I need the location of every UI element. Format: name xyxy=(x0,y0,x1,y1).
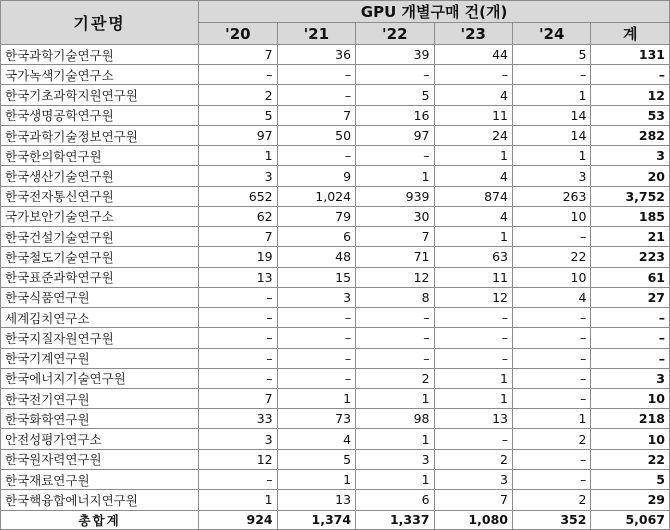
grand-total-cell: 1,374 xyxy=(277,510,355,530)
purchase-count-cell: 263 xyxy=(512,186,590,206)
purchase-count-cell: 652 xyxy=(199,186,277,206)
purchase-count-cell: 3 xyxy=(277,287,355,307)
purchase-count-cell: 1,024 xyxy=(277,186,355,206)
purchase-count-cell: – xyxy=(356,146,434,166)
purchase-count-cell: 73 xyxy=(277,409,355,429)
row-total-cell: 185 xyxy=(591,206,670,226)
purchase-count-cell: 1 xyxy=(356,429,434,449)
purchase-count-cell: 14 xyxy=(512,125,590,145)
table-row xyxy=(1,348,670,368)
purchase-count-cell: – xyxy=(434,348,512,368)
grand-total-cell: 1,337 xyxy=(356,510,434,530)
purchase-count-cell: – xyxy=(434,308,512,328)
row-total-cell: 131 xyxy=(591,45,670,65)
purchase-count-cell: 3 xyxy=(434,469,512,489)
institution-name: 한국에너지기술연구원 xyxy=(1,368,199,388)
purchase-count-cell: – xyxy=(199,348,277,368)
purchase-count-cell: 97 xyxy=(199,125,277,145)
institution-name: 한국전기연구원 xyxy=(1,388,199,408)
institution-name: 한국과학기술연구원 xyxy=(1,45,199,65)
purchase-count-cell: – xyxy=(277,368,355,388)
purchase-count-cell: 5 xyxy=(277,449,355,469)
institution-name: 한국재료연구원 xyxy=(1,469,199,489)
purchase-count-cell: – xyxy=(199,65,277,85)
purchase-count-cell: 1 xyxy=(277,469,355,489)
purchase-count-cell: 7 xyxy=(277,105,355,125)
purchase-count-cell: 3 xyxy=(199,429,277,449)
purchase-count-cell: – xyxy=(512,348,590,368)
purchase-count-cell: – xyxy=(512,469,590,489)
grand-total-cell: 352 xyxy=(512,510,590,530)
purchase-count-cell: 12 xyxy=(434,287,512,307)
table-row xyxy=(1,409,670,429)
purchase-count-cell: 2 xyxy=(434,449,512,469)
purchase-count-cell: 1 xyxy=(199,490,277,510)
purchase-count-cell: 7 xyxy=(199,388,277,408)
purchase-count-cell: 6 xyxy=(277,227,355,247)
purchase-count-cell: – xyxy=(199,287,277,307)
purchase-count-cell: 1 xyxy=(356,166,434,186)
table-row xyxy=(1,186,670,206)
institution-name: 세계김치연구소 xyxy=(1,308,199,328)
purchase-count-cell: 2 xyxy=(199,85,277,105)
purchase-count-cell: 7 xyxy=(356,227,434,247)
institution-name: 국가보안기술연구소 xyxy=(1,206,199,226)
purchase-count-cell: 2 xyxy=(512,490,590,510)
purchase-count-cell: – xyxy=(199,328,277,348)
table-row xyxy=(1,227,670,247)
purchase-count-cell: 6 xyxy=(356,490,434,510)
year-header: '22 xyxy=(356,23,434,45)
purchase-count-cell: 5 xyxy=(356,85,434,105)
purchase-count-cell: 1 xyxy=(356,388,434,408)
purchase-count-cell: 4 xyxy=(277,429,355,449)
table-body xyxy=(1,45,670,511)
row-total-cell: 10 xyxy=(591,388,670,408)
table-row xyxy=(1,388,670,408)
table-row xyxy=(1,206,670,226)
purchase-count-cell: 98 xyxy=(356,409,434,429)
purchase-count-cell: – xyxy=(512,388,590,408)
purchase-count-cell: 874 xyxy=(434,186,512,206)
row-total-cell: 20 xyxy=(591,166,670,186)
purchase-count-cell: – xyxy=(434,65,512,85)
purchase-count-cell: 9 xyxy=(277,166,355,186)
row-total-cell: 21 xyxy=(591,227,670,247)
year-header: '20 xyxy=(199,23,277,45)
purchase-count-cell: 1 xyxy=(434,146,512,166)
row-total-cell: 12 xyxy=(591,85,670,105)
purchase-count-cell: 30 xyxy=(356,206,434,226)
purchase-count-cell: 13 xyxy=(277,490,355,510)
purchase-count-cell: 1 xyxy=(434,227,512,247)
purchase-count-cell: – xyxy=(434,429,512,449)
institution-name: 한국표준과학연구원 xyxy=(1,267,199,287)
purchase-count-cell: 44 xyxy=(434,45,512,65)
purchase-count-cell: 13 xyxy=(434,409,512,429)
purchase-count-cell: 1 xyxy=(277,388,355,408)
purchase-count-cell: 36 xyxy=(277,45,355,65)
purchase-count-cell: – xyxy=(277,308,355,328)
institution-name: 한국기초과학지원연구원 xyxy=(1,85,199,105)
purchase-count-cell: 4 xyxy=(434,85,512,105)
table-row xyxy=(1,368,670,388)
purchase-count-cell: 24 xyxy=(434,125,512,145)
institution-name: 한국건설기술연구원 xyxy=(1,227,199,247)
row-total-cell: – xyxy=(591,65,670,85)
table-row xyxy=(1,287,670,307)
purchase-count-cell: 71 xyxy=(356,247,434,267)
purchase-count-cell: – xyxy=(199,368,277,388)
table-row xyxy=(1,267,670,287)
purchase-count-cell: – xyxy=(434,328,512,348)
purchase-count-cell: 1 xyxy=(434,388,512,408)
purchase-count-cell: 48 xyxy=(277,247,355,267)
purchase-count-cell: – xyxy=(277,146,355,166)
row-total-cell: 22 xyxy=(591,449,670,469)
purchase-count-cell: 10 xyxy=(512,267,590,287)
purchase-count-cell: 5 xyxy=(512,45,590,65)
purchase-count-cell: 3 xyxy=(199,166,277,186)
table-row xyxy=(1,328,670,348)
institution-name: 한국지질자원연구원 xyxy=(1,328,199,348)
purchase-count-cell: 1 xyxy=(512,85,590,105)
institution-name: 한국생명공학연구원 xyxy=(1,105,199,125)
gpu-purchase-group-header: GPU 개별구매 건(개) xyxy=(199,1,670,23)
purchase-count-cell: 1 xyxy=(434,368,512,388)
purchase-count-cell: 3 xyxy=(512,166,590,186)
table-row xyxy=(1,85,670,105)
institution-name: 한국전자통신연구원 xyxy=(1,186,199,206)
institution-name: 한국화학연구원 xyxy=(1,409,199,429)
row-total-cell: 3 xyxy=(591,146,670,166)
purchase-count-cell: 939 xyxy=(356,186,434,206)
purchase-count-cell: 11 xyxy=(434,267,512,287)
purchase-count-cell: – xyxy=(512,449,590,469)
grand-total-row xyxy=(1,510,670,530)
institution-name: 한국기계연구원 xyxy=(1,348,199,368)
purchase-count-cell: 12 xyxy=(199,449,277,469)
purchase-count-cell: 7 xyxy=(199,227,277,247)
purchase-count-cell: – xyxy=(277,328,355,348)
purchase-count-cell: 79 xyxy=(277,206,355,226)
table-row xyxy=(1,449,670,469)
purchase-count-cell: 50 xyxy=(277,125,355,145)
row-total-cell: – xyxy=(591,348,670,368)
institution-name: 한국한의학연구원 xyxy=(1,146,199,166)
row-total-cell: 5 xyxy=(591,469,670,489)
purchase-count-cell: – xyxy=(512,328,590,348)
purchase-count-cell: – xyxy=(512,227,590,247)
purchase-count-cell: 97 xyxy=(356,125,434,145)
table-row xyxy=(1,45,670,65)
grand-total-cell: 1,080 xyxy=(434,510,512,530)
total-column-header: 계 xyxy=(591,23,670,45)
row-total-cell: 61 xyxy=(591,267,670,287)
row-total-cell: 53 xyxy=(591,105,670,125)
purchase-count-cell: – xyxy=(277,65,355,85)
purchase-count-cell: 39 xyxy=(356,45,434,65)
purchase-count-cell: 11 xyxy=(434,105,512,125)
grand-total-label: 총합계 xyxy=(1,510,199,530)
table-row xyxy=(1,247,670,267)
table-header xyxy=(1,1,670,45)
purchase-count-cell: 7 xyxy=(434,490,512,510)
purchase-count-cell: 4 xyxy=(434,166,512,186)
table-row xyxy=(1,125,670,145)
row-total-cell: 3 xyxy=(591,368,670,388)
purchase-count-cell: 62 xyxy=(199,206,277,226)
purchase-count-cell: – xyxy=(277,348,355,368)
purchase-count-cell: – xyxy=(277,85,355,105)
purchase-count-cell: 2 xyxy=(512,429,590,449)
table-row xyxy=(1,166,670,186)
table-row xyxy=(1,146,670,166)
purchase-count-cell: 15 xyxy=(277,267,355,287)
grand-total-cell: 5,067 xyxy=(591,510,670,530)
purchase-count-cell: – xyxy=(356,65,434,85)
grand-total-cell: 924 xyxy=(199,510,277,530)
row-total-cell: 3,752 xyxy=(591,186,670,206)
row-total-cell: 223 xyxy=(591,247,670,267)
institution-name: 한국생산기술연구원 xyxy=(1,166,199,186)
table-row xyxy=(1,469,670,489)
purchase-count-cell: – xyxy=(512,368,590,388)
purchase-count-cell: 19 xyxy=(199,247,277,267)
purchase-count-cell: – xyxy=(199,469,277,489)
institution-name: 한국식품연구원 xyxy=(1,287,199,307)
institution-name: 한국원자력연구원 xyxy=(1,449,199,469)
purchase-count-cell: – xyxy=(356,308,434,328)
row-total-cell: 282 xyxy=(591,125,670,145)
purchase-count-cell: 5 xyxy=(199,105,277,125)
purchase-count-cell: 4 xyxy=(512,287,590,307)
purchase-count-cell: 7 xyxy=(199,45,277,65)
year-header: '21 xyxy=(277,23,355,45)
row-total-cell: 218 xyxy=(591,409,670,429)
purchase-count-cell: – xyxy=(356,348,434,368)
purchase-count-cell: 14 xyxy=(512,105,590,125)
purchase-count-cell: 16 xyxy=(356,105,434,125)
row-total-cell: – xyxy=(591,328,670,348)
purchase-count-cell: 4 xyxy=(434,206,512,226)
purchase-count-cell: 1 xyxy=(199,146,277,166)
purchase-count-cell: – xyxy=(512,308,590,328)
purchase-count-cell: 22 xyxy=(512,247,590,267)
institution-name: 한국핵융합에너지연구원 xyxy=(1,490,199,510)
row-total-cell: 10 xyxy=(591,429,670,449)
table-row xyxy=(1,105,670,125)
purchase-count-cell: 1 xyxy=(356,469,434,489)
purchase-count-cell: 12 xyxy=(356,267,434,287)
year-header: '23 xyxy=(434,23,512,45)
table-row xyxy=(1,429,670,449)
institution-name: 안전성평가연구소 xyxy=(1,429,199,449)
purchase-count-cell: 1 xyxy=(512,146,590,166)
table-row xyxy=(1,65,670,85)
row-total-cell: – xyxy=(591,308,670,328)
purchase-count-cell: 10 xyxy=(512,206,590,226)
purchase-count-cell: 1 xyxy=(512,409,590,429)
purchase-count-cell: 3 xyxy=(356,449,434,469)
table-row xyxy=(1,308,670,328)
purchase-count-cell: 2 xyxy=(356,368,434,388)
row-total-cell: 27 xyxy=(591,287,670,307)
row-total-cell: 29 xyxy=(591,490,670,510)
institution-column-header: 기관명 xyxy=(1,1,199,45)
purchase-count-cell: – xyxy=(199,308,277,328)
purchase-count-cell: – xyxy=(356,328,434,348)
purchase-count-cell: 63 xyxy=(434,247,512,267)
table-row xyxy=(1,490,670,510)
purchase-count-cell: – xyxy=(512,65,590,85)
purchase-count-cell: 33 xyxy=(199,409,277,429)
institution-name: 국가녹색기술연구소 xyxy=(1,65,199,85)
institution-name: 한국철도기술연구원 xyxy=(1,247,199,267)
purchase-count-cell: 8 xyxy=(356,287,434,307)
year-header: '24 xyxy=(512,23,590,45)
institution-name: 한국과학기술정보연구원 xyxy=(1,125,199,145)
purchase-count-cell: 13 xyxy=(199,267,277,287)
